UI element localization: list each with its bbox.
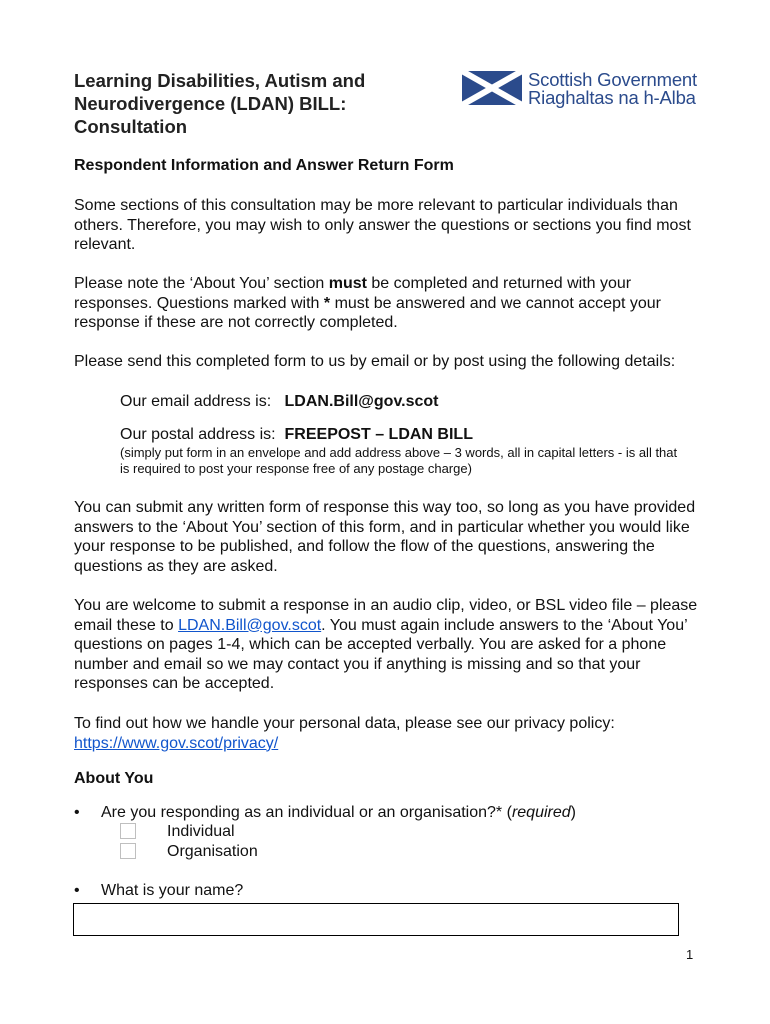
- postal-address-value: FREEPOST – LDAN BILL: [284, 426, 473, 443]
- email-link[interactable]: LDAN.Bill@gov.scot: [178, 616, 322, 634]
- organisation-checkbox[interactable]: [120, 843, 136, 859]
- scottish-government-logo: [462, 70, 734, 106]
- organisation-label: Organisation: [167, 843, 258, 860]
- written-response-paragraph: You can submit any written form of response this way too, so long as you have provided answers to the ‘About You’ section of this form, and in particular whether you would like your response to be published, and follow the flow of the questions, answering the questions as they are asked.: [74, 499, 696, 575]
- privacy-paragraph: To find out how we handle your personal data, please see our privacy policy: https://www.gov.scot/privacy/: [74, 715, 615, 752]
- saltire-flag-icon: [462, 71, 522, 105]
- logo-text-gaelic: Riaghaltas na h-Alba: [528, 87, 696, 108]
- privacy-policy-link[interactable]: https://www.gov.scot/privacy/: [74, 734, 279, 752]
- intro-paragraph: Some sections of this consultation may be more relevant to particular individuals than others. Therefore, you may wish to only answer the questions or sections you find most relevant.: [74, 197, 691, 253]
- name-input[interactable]: [73, 903, 679, 936]
- about-you-note-paragraph: Please note the ‘About You’ section must be completed and returned with your responses. Questions marked with * must be answered and we cannot accept your response if these are not correctly completed.: [74, 275, 661, 331]
- send-form-paragraph: Please send this completed form to us by email or by post using the following details:: [74, 353, 676, 370]
- email-address-line: Our email address is: LDAN.Bill@gov.scot: [120, 393, 439, 410]
- option-individual[interactable]: [120, 822, 320, 840]
- postal-note: (simply put form in an envelope and add address above – 3 words, all in capital letters - is all that is required to post your response free of any postage charge): [120, 445, 678, 476]
- form-subtitle: Respondent Information and Answer Return Form: [74, 157, 454, 174]
- option-organisation[interactable]: [120, 842, 320, 860]
- question-respondent-type: • Are you responding as an individual or an organisation?* (required): [74, 804, 576, 821]
- individual-checkbox[interactable]: [120, 823, 136, 839]
- email-address-value: LDAN.Bill@gov.scot: [284, 393, 439, 410]
- page-title: Learning Disabilities, Autism and Neurodivergence (LDAN) BILL: Consultation: [74, 70, 366, 137]
- bullet-icon: •: [74, 882, 80, 899]
- question-name: • What is your name?: [74, 882, 244, 899]
- individual-label: Individual: [167, 823, 235, 840]
- logo-text-english: Scottish Government: [528, 69, 697, 90]
- page-number: 1: [686, 947, 694, 962]
- about-you-heading: About You: [74, 770, 154, 787]
- postal-address-line: Our postal address is: FREEPOST – LDAN BILL: [120, 426, 473, 443]
- bullet-icon: •: [74, 804, 80, 821]
- audio-video-paragraph: You are welcome to submit a response in an audio clip, video, or BSL video file – please email these to LDAN.Bill@gov.scot. You must again include answers to the ‘About You’ questions on pages 1-4, which can be accepted verbally. You are asked for a phone number and email so we may contact you if anything is missing and so that your responses can be accepted.: [74, 597, 698, 692]
